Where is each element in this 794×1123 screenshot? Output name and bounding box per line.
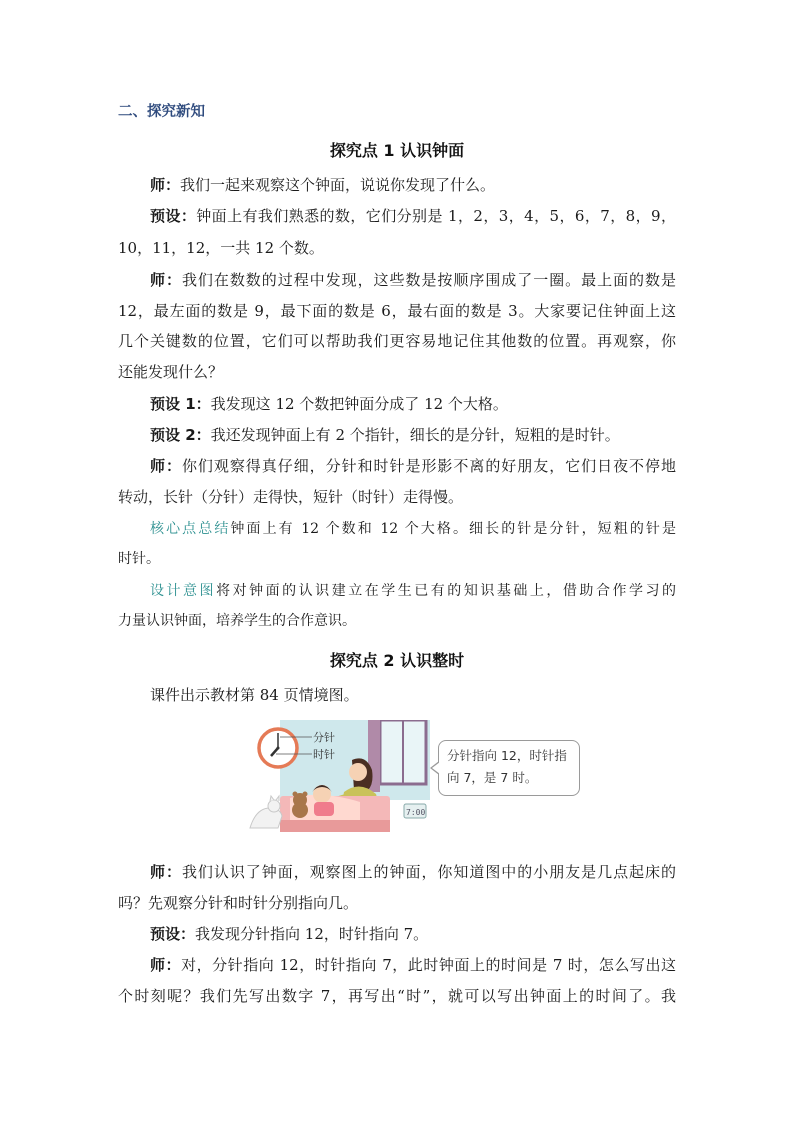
speaker-label: 预设 1： (150, 395, 211, 413)
paragraph-line (150, 955, 676, 975)
heading-part1: 探究点 1 认识钟面 (329, 141, 465, 160)
bubble-text-line1: 分针指向 12，时针指 (447, 748, 567, 763)
line-text: 我们在数数的过程中发现，这些数是按顺序围成了一圈。最上面的数是 (181, 271, 676, 289)
paragraph-line: 吗？先观察分针和时针分别指向几。 (118, 894, 359, 912)
paragraph-line (150, 394, 508, 414)
line-text: 对，分针指向 12，时针指向 7，此时钟面上的时间是 7 时，怎么写出这 (181, 956, 676, 974)
paragraph-line: 课件出示教材第 84 页情境图。 (150, 686, 359, 704)
paragraph-line (150, 862, 676, 882)
paragraph-line (150, 175, 495, 195)
heading-part2: 探究点 2 认识整时 (329, 651, 465, 670)
line-text: 我们认识了钟面，观察图上的钟面，你知道图中的小朋友是几点起床的 (181, 863, 676, 881)
paragraph-line (150, 924, 428, 944)
paragraph-line: 还能发现什么？ (118, 363, 224, 381)
paragraph-line (150, 518, 676, 539)
line-text: 我发现这 12 个数把钟面分成了 12 个大格。 (210, 395, 508, 413)
paragraph-line (150, 580, 676, 601)
teddy-bear-icon (292, 792, 308, 819)
speech-bubble (438, 740, 580, 796)
speaker-label: 预设： (150, 925, 196, 943)
intent-label: 设计意图 (150, 583, 217, 599)
paragraph-line: 时针。 (118, 551, 160, 567)
textbook-illustration (240, 720, 430, 838)
speaker-label: 师： (150, 863, 182, 881)
paragraph-line: 10，11，12，一共 12 个数。 (118, 239, 324, 257)
paragraph-line: 12，最左面的数是 9，最下面的数是 6，最右面的数是 3。大家要记住钟面上这 (118, 302, 676, 320)
paragraph-line (150, 456, 676, 476)
paragraph-line: 转动，长针（分针）走得快，短针（时针）走得慢。 (118, 488, 464, 506)
speaker-label: 师： (150, 457, 182, 475)
paragraph-line (150, 425, 620, 445)
paragraph-line (150, 206, 676, 226)
paragraph-line: 几个关键数的位置，它们可以帮助我们更容易地记住其他数的位置。再观察，你 (118, 332, 676, 350)
digital-clock-time: 7:00 (406, 808, 426, 817)
wall-clock-icon (259, 729, 297, 767)
paragraph-line (150, 270, 676, 290)
line-text: 我发现分针指向 12，时针指向 7。 (195, 925, 429, 943)
speaker-label: 师： (150, 271, 182, 289)
line-text: 钟面上有 12 个数和 12 个大格。细长的针是分针，短粗的针是 (230, 521, 676, 537)
paragraph-line: 力量认识钟面，培养学生的合作意识。 (118, 613, 356, 629)
bubble-text-line2: 向 7，是 7 时。 (447, 770, 538, 785)
line-text: 你们观察得真仔细，分针和时针是形影不离的好朋友，它们日夜不停地 (181, 457, 676, 475)
speaker-label: 预设 2： (150, 426, 211, 444)
speaker-label: 师： (150, 176, 181, 194)
section-title: 二、探究新知 (118, 104, 205, 120)
line-text: 我还发现钟面上有 2 个指针，细长的是分针，短粗的是时针。 (210, 426, 620, 444)
line-text: 将对钟面的认识建立在学生已有的知识基础上，借助合作学习的 (216, 583, 677, 599)
summary-label: 核心点总结 (150, 521, 231, 537)
paragraph-line: 个时刻呢？我们先写出数字 7，再写出“时”，就可以写出钟面上的时间了。我 (118, 987, 676, 1005)
minute-hand-label: 分针 (313, 731, 335, 744)
line-text: 我们一起来观察这个钟面，说说你发现了什么。 (180, 176, 496, 194)
speaker-label: 预设： (150, 207, 197, 225)
hour-hand-label: 时针 (313, 748, 335, 761)
speaker-label: 师： (150, 956, 182, 974)
line-text: 钟面上有我们熟悉的数，它们分别是 1，2，3，4，5，6，7，8，9， (196, 207, 676, 225)
